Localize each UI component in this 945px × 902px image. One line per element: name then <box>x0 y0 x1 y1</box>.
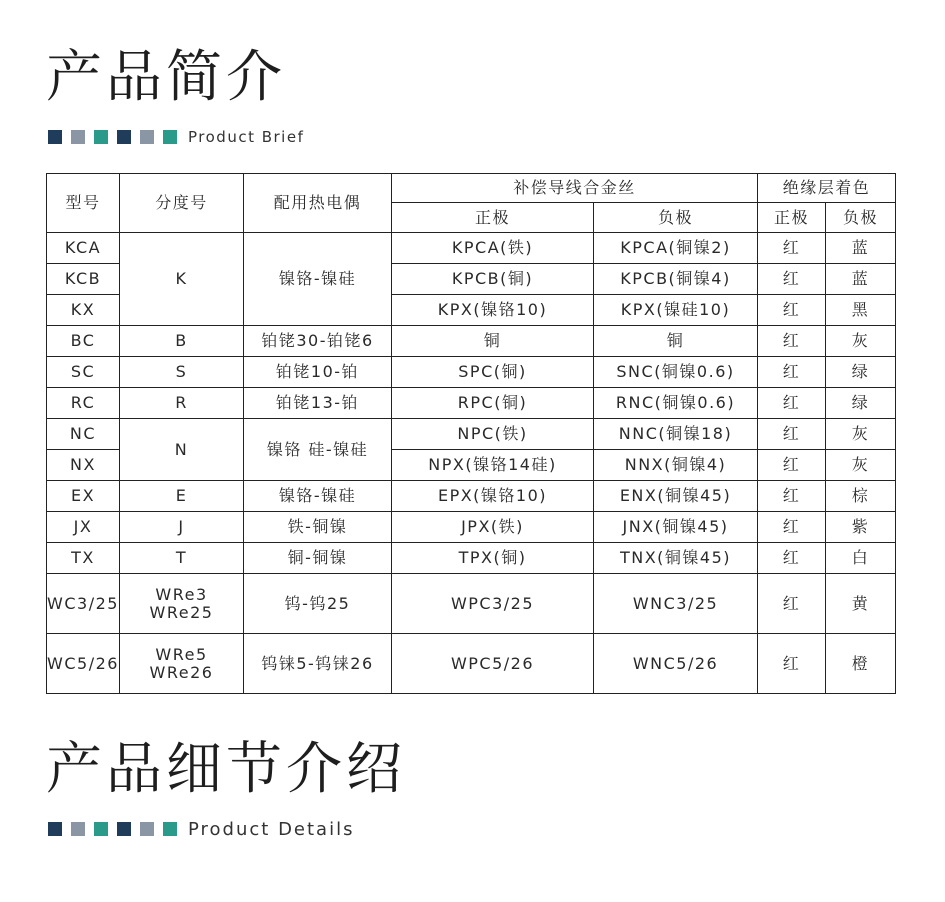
thermocouple-cell: 钨-钨25 <box>244 574 392 634</box>
positive-color-cell: 红 <box>758 512 826 543</box>
thermocouple-cell: 镍铬-镍硅 <box>244 481 392 512</box>
decor-square <box>117 822 131 836</box>
negative-color-cell: 绿 <box>826 357 896 388</box>
table-row <box>47 233 896 264</box>
positive-color-cell: 红 <box>758 388 826 419</box>
table-row <box>47 543 896 574</box>
header-negative: 负极 <box>594 203 758 233</box>
negative-alloy-cell: JNX(铜镍45) <box>594 512 758 543</box>
decor-square <box>71 822 85 836</box>
positive-alloy-cell: KPCB(铜) <box>392 264 594 295</box>
index-line: WRe25 <box>149 602 214 622</box>
negative-color-cell: 灰 <box>826 326 896 357</box>
decor-square <box>163 822 177 836</box>
positive-color-cell: 红 <box>758 481 826 512</box>
table-row <box>47 419 896 450</box>
negative-alloy-cell: RNC(铜镍0.6) <box>594 388 758 419</box>
section-subtitle-details: Product Details <box>188 818 355 840</box>
negative-color-cell: 棕 <box>826 481 896 512</box>
model-cell: NX <box>47 450 120 481</box>
index-cell: E <box>120 481 244 512</box>
positive-alloy-cell: NPC(铁) <box>392 419 594 450</box>
decor-square <box>48 822 62 836</box>
index-cell: B <box>120 326 244 357</box>
table-row <box>47 512 896 543</box>
positive-color-cell: 红 <box>758 634 826 694</box>
negative-color-cell: 白 <box>826 543 896 574</box>
negative-color-cell: 橙 <box>826 634 896 694</box>
positive-alloy-cell: WPC3/25 <box>392 574 594 634</box>
header-insulation: 绝缘层着色 <box>758 174 896 203</box>
positive-color-cell: 红 <box>758 357 826 388</box>
section-subtitle-brief: Product Brief <box>188 128 305 146</box>
table-row <box>47 481 896 512</box>
positive-color-cell: 红 <box>758 543 826 574</box>
negative-alloy-cell: KPX(镍硅10) <box>594 295 758 326</box>
positive-color-cell: 红 <box>758 233 826 264</box>
model-cell: EX <box>47 481 120 512</box>
negative-color-cell: 灰 <box>826 419 896 450</box>
index-line: WRe26 <box>149 662 214 682</box>
index-line: WRe5 <box>155 644 208 664</box>
table-row <box>47 326 896 357</box>
positive-alloy-cell: EPX(镍铬10) <box>392 481 594 512</box>
negative-alloy-cell: TNX(铜镍45) <box>594 543 758 574</box>
model-cell: TX <box>47 543 120 574</box>
positive-color-cell: 红 <box>758 264 826 295</box>
header-ins-positive: 正极 <box>758 203 826 233</box>
positive-alloy-cell: SPC(铜) <box>392 357 594 388</box>
header-model: 型号 <box>47 174 120 233</box>
table-row <box>47 634 896 694</box>
negative-color-cell: 紫 <box>826 512 896 543</box>
positive-alloy-cell: KPX(镍铬10) <box>392 295 594 326</box>
decor-square <box>163 130 177 144</box>
index-cell: T <box>120 543 244 574</box>
model-cell: SC <box>47 357 120 388</box>
negative-color-cell: 绿 <box>826 388 896 419</box>
thermocouple-cell: 铜-铜镍 <box>244 543 392 574</box>
positive-alloy-cell: WPC5/26 <box>392 634 594 694</box>
negative-alloy-cell: NNX(铜镍4) <box>594 450 758 481</box>
negative-color-cell: 蓝 <box>826 264 896 295</box>
positive-color-cell: 红 <box>758 450 826 481</box>
negative-alloy-cell: NNC(铜镍18) <box>594 419 758 450</box>
thermocouple-cell: 镍铬 硅-镍硅 <box>244 419 392 481</box>
table-row <box>47 357 896 388</box>
decor-square <box>94 822 108 836</box>
index-cell: S <box>120 357 244 388</box>
positive-color-cell: 红 <box>758 326 826 357</box>
thermocouple-spec-table <box>46 173 896 694</box>
model-cell: JX <box>47 512 120 543</box>
decor-square <box>140 822 154 836</box>
decor-square <box>117 130 131 144</box>
table-row <box>47 388 896 419</box>
decor-square <box>140 130 154 144</box>
positive-alloy-cell: 铜 <box>392 326 594 357</box>
negative-alloy-cell: ENX(铜镍45) <box>594 481 758 512</box>
positive-color-cell: 红 <box>758 419 826 450</box>
thermocouple-cell: 铂铑10-铂 <box>244 357 392 388</box>
header-index: 分度号 <box>120 174 244 233</box>
positive-color-cell: 红 <box>758 574 826 634</box>
positive-color-cell: 红 <box>758 295 826 326</box>
section-title-brief: 产品简介 <box>46 45 286 110</box>
index-line: WRe3 <box>155 584 208 604</box>
negative-color-cell: 黑 <box>826 295 896 326</box>
negative-alloy-cell: SNC(铜镍0.6) <box>594 357 758 388</box>
decor-square <box>71 130 85 144</box>
positive-alloy-cell: KPCA(铁) <box>392 233 594 264</box>
section-title-details: 产品细节介绍 <box>46 737 406 802</box>
negative-color-cell: 蓝 <box>826 233 896 264</box>
negative-color-cell: 灰 <box>826 450 896 481</box>
model-cell: RC <box>47 388 120 419</box>
model-cell: BC <box>47 326 120 357</box>
index-cell: R <box>120 388 244 419</box>
negative-alloy-cell: KPCB(铜镍4) <box>594 264 758 295</box>
header-compensation: 补偿导线合金丝 <box>392 174 758 203</box>
table-row <box>47 574 896 634</box>
model-cell: KCB <box>47 264 120 295</box>
model-cell: WC5/26 <box>47 634 120 694</box>
negative-color-cell: 黄 <box>826 574 896 634</box>
thermocouple-cell: 铂铑13-铂 <box>244 388 392 419</box>
index-cell: N <box>120 419 244 481</box>
model-cell: WC3/25 <box>47 574 120 634</box>
negative-alloy-cell: WNC3/25 <box>594 574 758 634</box>
model-cell: KCA <box>47 233 120 264</box>
thermocouple-cell: 钨铼5-钨铼26 <box>244 634 392 694</box>
positive-alloy-cell: TPX(铜) <box>392 543 594 574</box>
negative-alloy-cell: WNC5/26 <box>594 634 758 694</box>
brief-subtitle-row <box>48 129 304 145</box>
negative-alloy-cell: 铜 <box>594 326 758 357</box>
negative-alloy-cell: KPCA(铜镍2) <box>594 233 758 264</box>
index-cell: K <box>120 233 244 326</box>
decor-square <box>94 130 108 144</box>
index-cell <box>120 634 244 694</box>
index-cell <box>120 574 244 634</box>
header-positive: 正极 <box>392 203 594 233</box>
thermocouple-cell: 镍铬-镍硅 <box>244 233 392 326</box>
header-thermocouple: 配用热电偶 <box>244 174 392 233</box>
thermocouple-cell: 铁-铜镍 <box>244 512 392 543</box>
positive-alloy-cell: JPX(铁) <box>392 512 594 543</box>
header-ins-negative: 负极 <box>826 203 896 233</box>
positive-alloy-cell: NPX(镍铬14硅) <box>392 450 594 481</box>
index-cell: J <box>120 512 244 543</box>
model-cell: KX <box>47 295 120 326</box>
model-cell: NC <box>47 419 120 450</box>
decor-square <box>48 130 62 144</box>
details-subtitle-row <box>48 818 355 840</box>
thermocouple-cell: 铂铑30-铂铑6 <box>244 326 392 357</box>
positive-alloy-cell: RPC(铜) <box>392 388 594 419</box>
